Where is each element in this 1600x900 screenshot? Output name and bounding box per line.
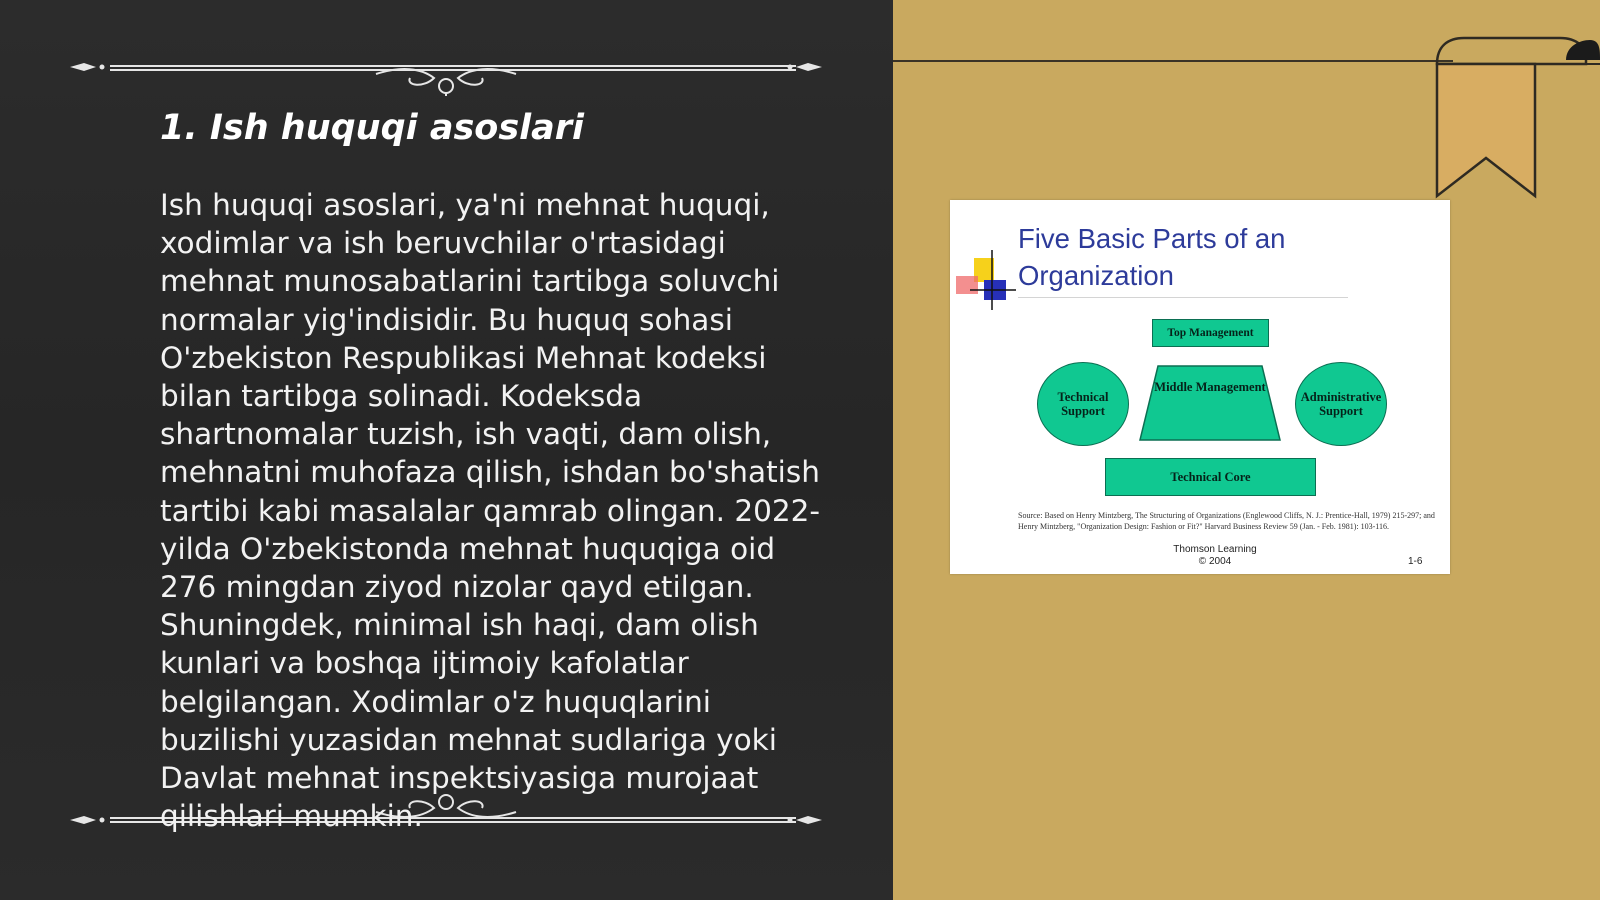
slide-body-text: Ish huquqi asoslari, ya'ni mehnat huquqi, xodimlar va ish beruvchilar o'rtasidagi mehnat munosabatlarini tartibga soluvchi normalar yig'indisidir. Bu huquq sohasi O'zbekiston Respublikasi Mehnat kodeksi bilan tartibga solinadi. Kodeksda shartnomalar tuzish, ish vaqti, dam olish, mehnatni muhofaza qilish, ishdan bo'shatish tartibi kabi masalalar qamrab olingan. 2022-yilda O'zbekistonda mehnat huquqiga oid 276 mingdan ziyod nizolar qayd etilgan. Shuningdek, minimal ish haqi, dam olish kunlari va boshqa ijtimoiy kafolatlar belgilangan. Xodimlar o'z huquqlarini buzilishi yuzasidan mehnat sudlariga yoki Davlat mehnat inspektsiyasiga murojaat qilishlari mumkin. [160,188,821,834]
top-management-box: Top Management [1152,319,1269,347]
copyright-text: © 2004 [1198,556,1232,567]
bookmark-ribbon-icon [1430,34,1600,200]
diagram-title: Five Basic Parts of an Organization [1018,223,1286,291]
administrative-support-circle: Administrative Support [1295,362,1387,446]
publisher-credit [1150,544,1280,568]
middle-management-label: Middle Management [1154,380,1266,394]
diagram-page-number: 1-6 [1408,556,1423,567]
top-ornament-divider [66,36,826,96]
technical-core-box: Technical Core [1105,458,1316,496]
diagram-source-citation: Source: Based on Henry Mintzberg, The Structuring of Organizations (Englewood Cliffs, N. J.: Prentice-Hall, 1979) 215-297; and Henry Mintzberg, "Organization Design: Fashion or Fit?" Harvard Business Review 59 (Jan. - Feb. 1981): 103-116. [1018,511,1435,531]
slide-title: 1. Ish huquqi asoslari [160,108,585,148]
organization-diagram-image [950,200,1450,574]
horizontal-divider-line [893,60,1453,62]
technical-support-circle: Technical Support [1037,362,1129,446]
publisher-name: Thomson Learning [1173,544,1257,555]
